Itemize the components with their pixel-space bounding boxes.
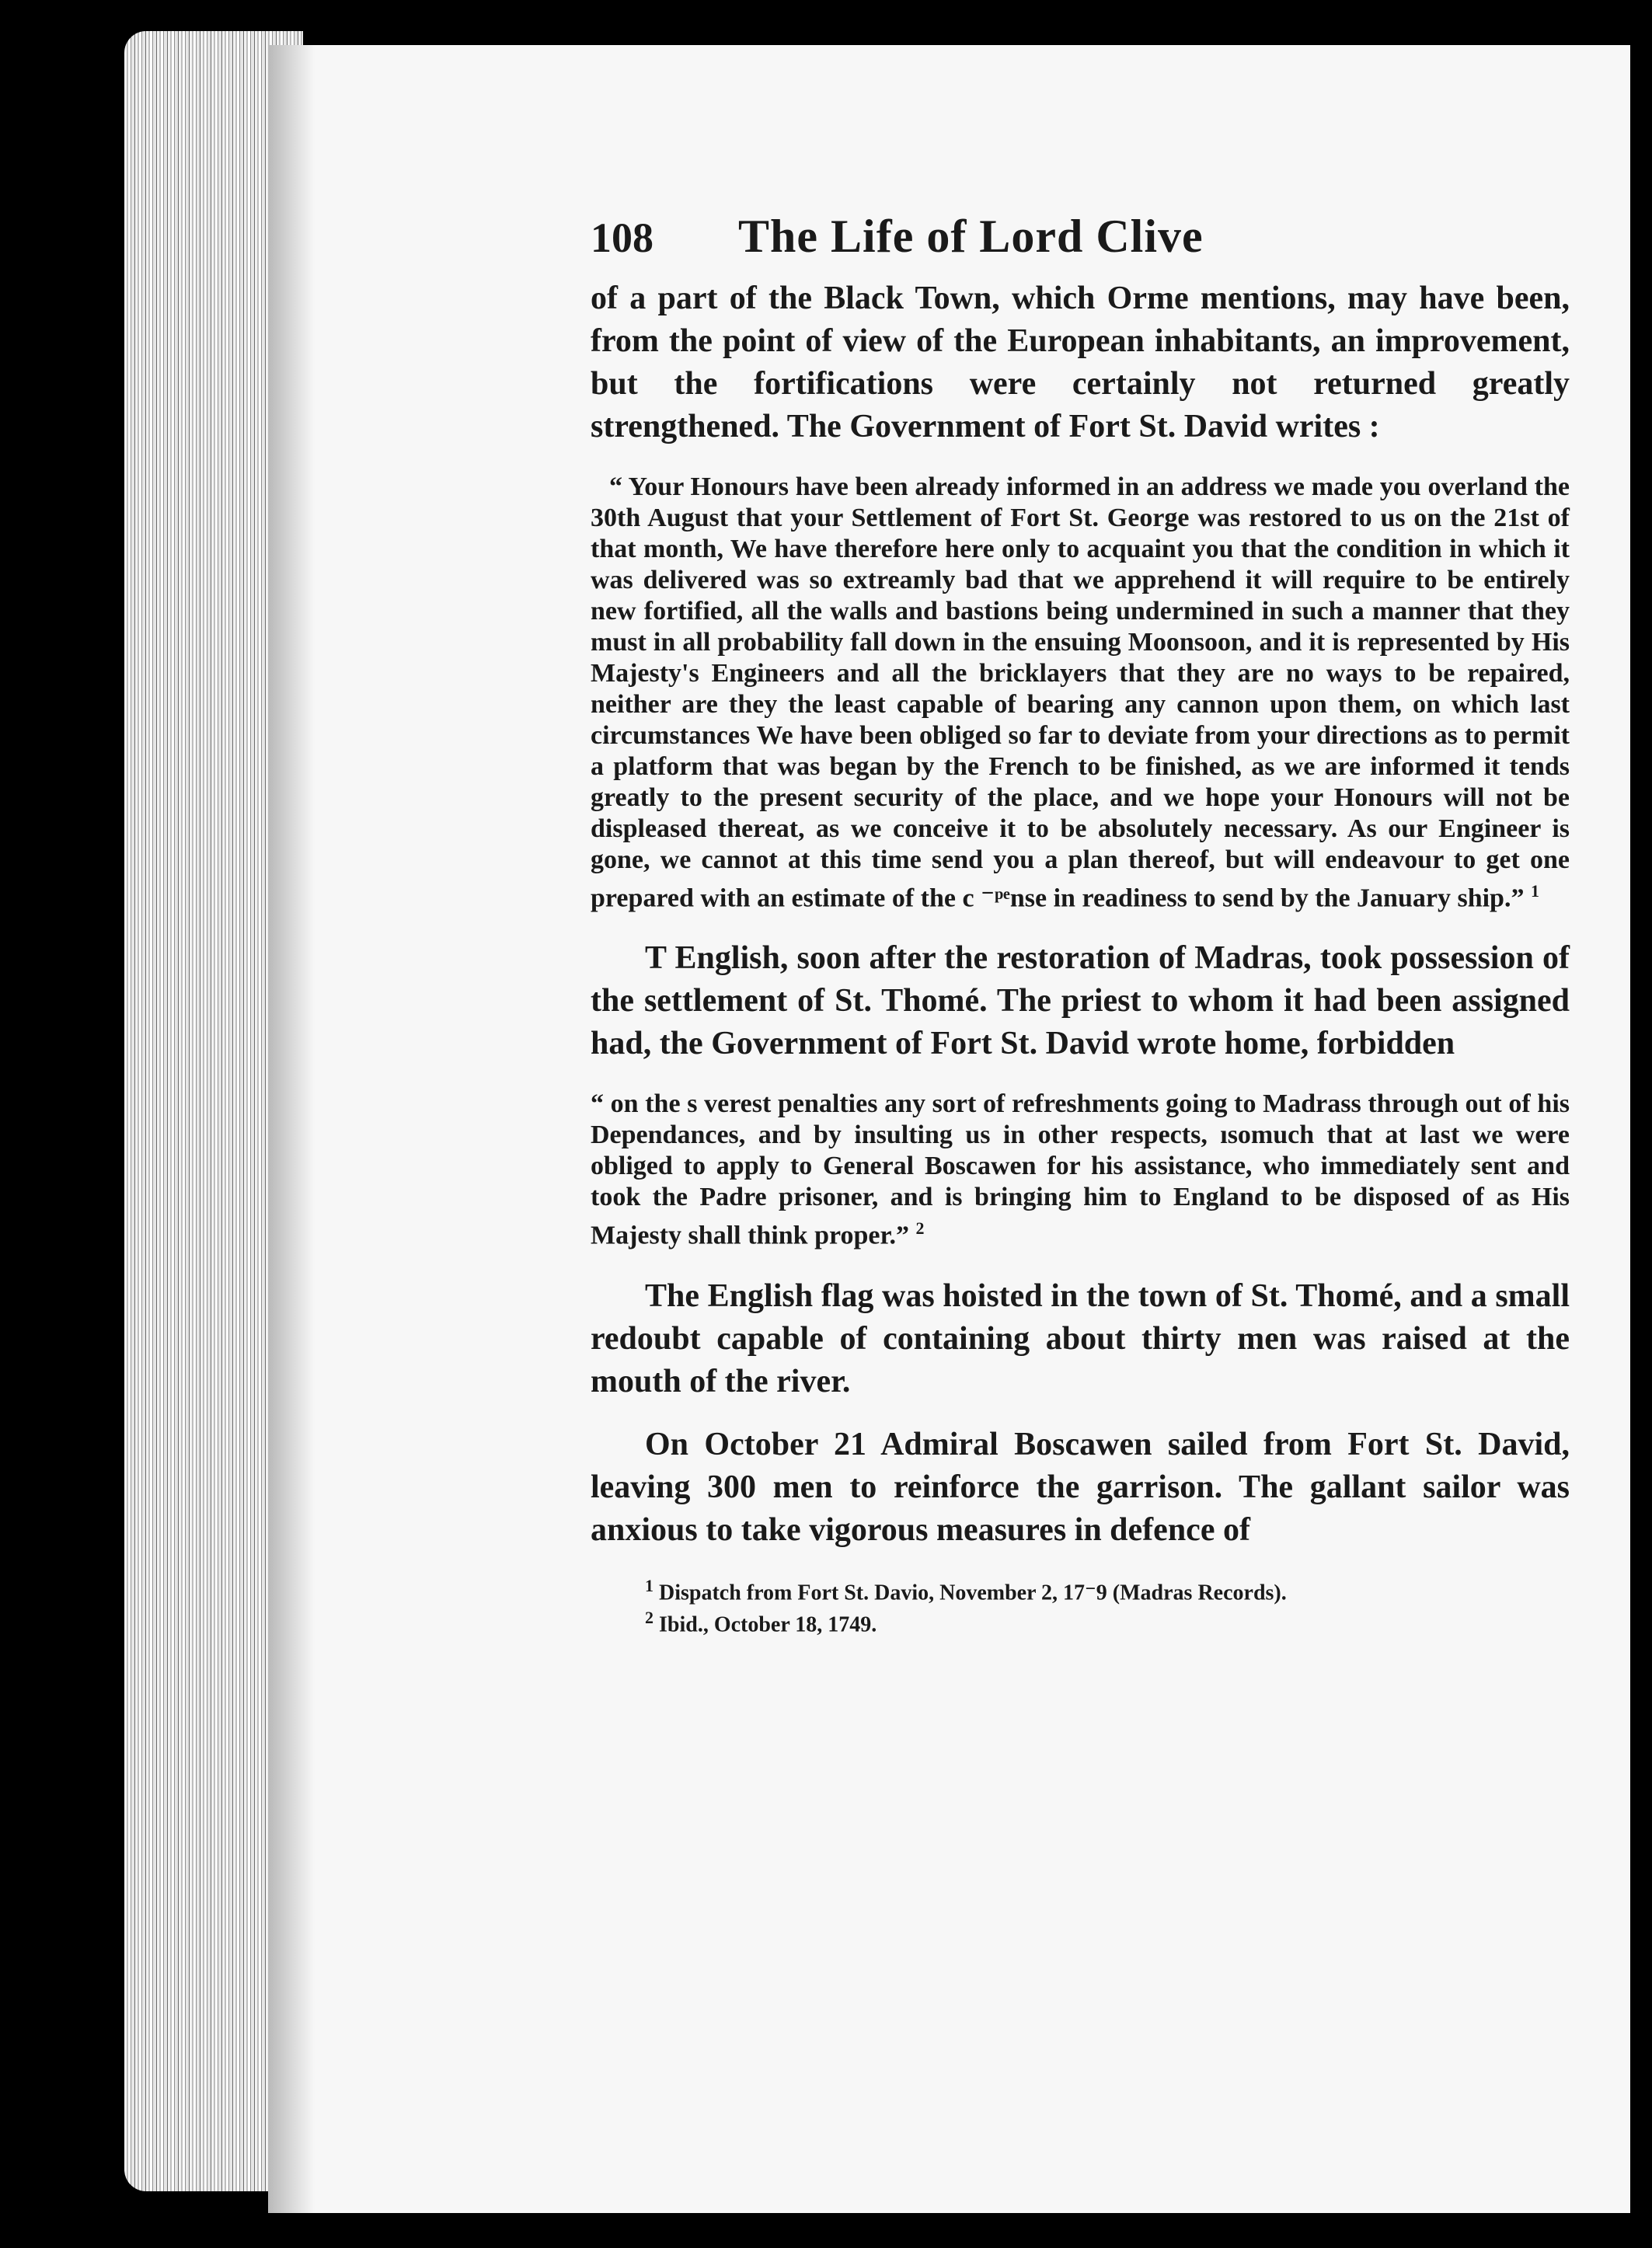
paragraph-st-thome: T English, soon after the restoration of Madras, took possession of the settlement of St. Thomé. The priest to whom it had been assigned had, the Government of Fort St. David wrote home, forbidden — [591, 940, 1570, 1062]
paragraph-boscawen: On October 21 Admiral Boscawen sailed from Fort St. David, leaving 300 men to reinforce the garrison. The gallant sailor was anxious to take vigorous measures in defence of — [591, 1426, 1570, 1548]
running-head — [591, 210, 1570, 263]
paragraph-black-town: of a part of the Black Town, which Orme mentions, may have been, from the point of view of the European inhabitants, an improvement, but the fortifications were certainly not returned greatly strengthened. The Government of Fort St. David writes : — [591, 281, 1570, 444]
paragraph-english-flag: The English flag was hoisted in the town of St. Thomé, and a small redoubt capable of containing about thirty men was raised at the mouth of the river. — [591, 1277, 1570, 1399]
footnote-2 — [645, 1605, 1570, 1637]
quotation-text: “ on the s verest penalties any sort of refreshments going to Madrass through out of his Dependances, and by insulting us in other respects, ısomuch that at last we were obliged to apply to General Boscawen for his assistance, who immediately sent and took the Padre prisoner, and is bringing him to England to be disposed of as His Majesty shall think proper.” — [591, 1089, 1570, 1250]
spine-shadow — [268, 45, 315, 2213]
page-number: 108 — [591, 214, 653, 261]
footnote-text: Dispatch from Fort St. Davio, November 2, 17⁻9 (Madras Records). — [659, 1580, 1287, 1605]
footnote-mark: 2 — [645, 1607, 653, 1627]
quotation-fort-st-george — [591, 472, 1570, 914]
footnote-1 — [645, 1574, 1570, 1605]
footnote-ref-2: 2 — [915, 1218, 925, 1239]
footnote-text: Ibid., October 18, 1749. — [659, 1612, 877, 1637]
footnotes — [591, 1574, 1570, 1638]
footnote-ref-1: 1 — [1530, 881, 1539, 901]
footnote-mark: 1 — [645, 1575, 653, 1595]
quotation-text: “ Your Honours have been already informed in an address we made you overland the 30th August that your Settlement of Fort St. George was restored to us on the 21st of that month, We have therefore here only to acquaint you that the condition in which it was delivered was so extreamly bad that we apprehend it will require to be entirely new fortified, all the walls and bastions being undermined in such a manner that they must in all probability fall down in the ensuing Moonsoon, and it is represented by His Majesty's Engineers and all the bricklayers that they are no ways to be repaired, neither are they the least capable of bearing any cannon upon them, on which last circumstances We have been obliged so far to deviate from your directions as to permit a platform that was began by the French to be finished, as we are informed it tends greatly to the present security of the place, and we hope your Honours will not be displeased thereat, as we conceive it to be absolutely necessary. As our Engineer is gone, we cannot at this time send you a plan thereof, but will endeavour to get one prepared with an estimate of the c ⁻ᵖᵉnse in readiness to send by the January ship.” — [591, 472, 1570, 913]
page-text-block — [591, 210, 1570, 1637]
quotation-padre — [591, 1089, 1570, 1251]
scan-border-right — [1630, 0, 1652, 2248]
running-title: The Life of Lord Clive — [738, 211, 1204, 262]
